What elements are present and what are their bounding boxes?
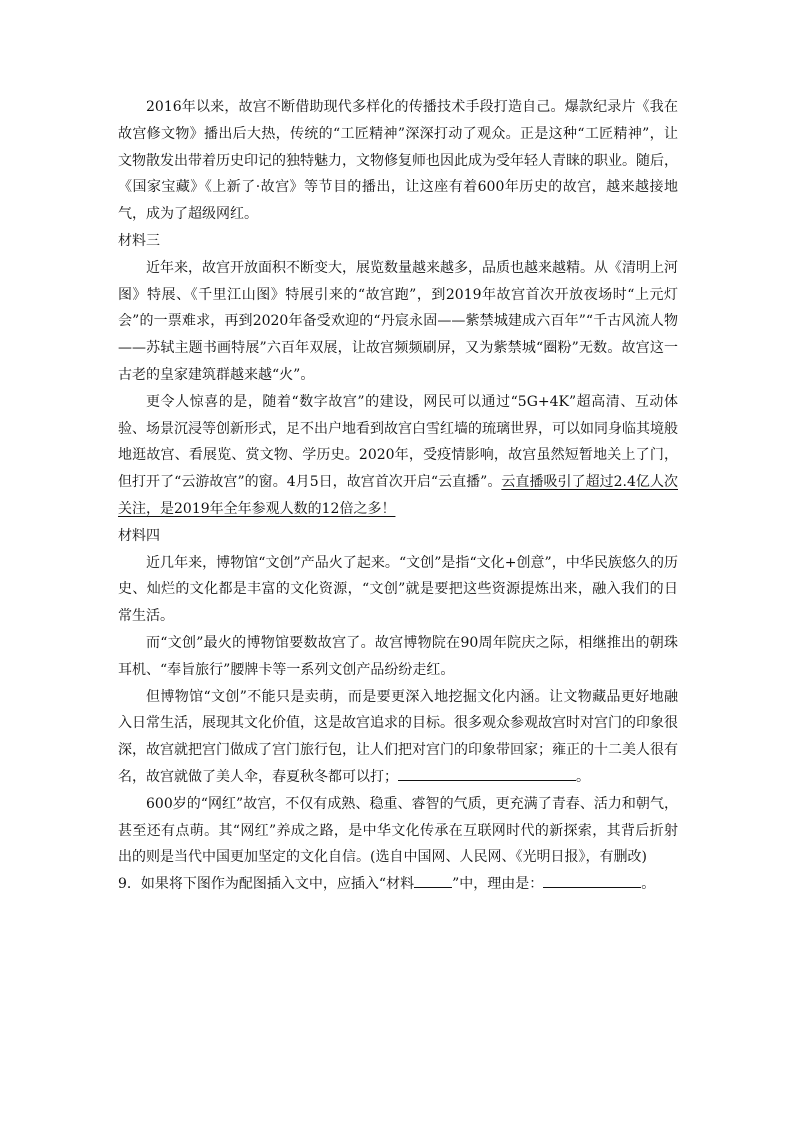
paragraph-cultural-creative: 近几年来，博物馆“文创”产品火了起来。“文创”是指“文化+创意”，中华民族悠久的历史、灿烂的文化都是丰富的文化资源，“文创”就是要把这些资源提炼出来，融入我们的日常生活。 [118,554,678,625]
paragraph-conclusion: 600岁的“网红”故宫，不仅有成熟、稳重、睿智的气质，更充满了青春、活力和朝气，甚至还有点萌。其“网红”养成之路，是中华文化传承在互联网时代的新探索，其背后折射出的则是当代中国更加坚定的文化自信。(选自中国网、人民网、《光明日报》，有删改) [118,795,678,866]
cultural-depth-text: 但博物馆“文创”不能只是卖萌，而是要更深入地挖掘文化内涵。让文物藏品更好地融入日常生活，展现其文化价值，这是故宫追求的目标。很多观众参观故宫时对宫门的印象很深，故宫就把宫门做成了宫门旅行包，让人们把对宫门的印象带回家；雍正的十二美人很有名，故宫就做了美人伞，春夏秋冬都可以打； [118,688,678,785]
paragraph-exhibitions: 近年来，故宫开放面积不断变大，展览数量越来越多，品质也越来越精。从《清明上河图》特展、《千里江山图》特展引来的“故宫跑”，到2019年故宫首次开放夜场时“上元灯会”的一票难求，再到2020年备受欢迎的“丹宸永固——紫禁城建成六百年”“千古风流人物——苏轼主题书画特展”六百年双展，让故宫频频刷屏，又为紫禁城“圈粉”无数。故宫这一古老的皇家建筑群越来越“火”。 [118,259,678,383]
material-three-heading: 材料三 [118,232,160,249]
paragraph-digital-palace [118,389,678,523]
digital-palace-text: 更令人惊喜的是，随着“数字故宫”的建设，网民可以通过“5G+4K”超高清、互动体验、场景沉浸等创新形式，足不出户地看到故宫白雪红墙的琉璃世界，可以如同身临其境般地逛故宫、看展览、赏文物、学历史。2020年，受疫情影响，故宫虽然短暂地关上了门，但打开了“云游故宫”的窗。4月5日，故宫首次开启“云直播”。 [118,393,678,491]
fill-in-blank[interactable] [398,766,576,781]
underlined-live-stream-sentence: 云直播吸引了超过2.4亿人次关注，是2019年全年参观人数的12倍之多！ [118,474,678,517]
question-9-text-a: 9．如果将下图作为配图插入文中，应插入“材料 [118,876,415,893]
material-four-heading: 材料四 [118,527,160,544]
reason-blank[interactable] [543,873,641,888]
paragraph-palace-products: 而“文创”最火的博物馆要数故宫了。故宫博物院在90周年院庆之际，相继推出的朝珠耳机、“奉旨旅行”腰牌卡等一系列文创产品纷纷走红。 [118,634,678,678]
question-9 [118,871,678,898]
paragraph-digital-promotion: 2016年以来，故宫不断借助现代多样化的传播技术手段打造自己。爆款纪录片《我在故宫修文物》播出后大热，传统的“工匠精神”深深打动了观众。正是这种“工匠精神”，让文物散发出带着历史印记的独特魅力，文物修复师也因此成为受年轻人青睐的职业。随后，《国家宝藏》《上新了·故宫》等节目的播出，让这座有着600年历史的故宫，越来越接地气，成为了超级网红。 [118,99,678,223]
paragraph-cultural-depth [118,684,678,791]
question-9-text-b: ”中，理由是： [452,876,544,893]
question-9-text-c: 。 [641,876,656,893]
cultural-depth-end: 。 [576,768,590,785]
material-number-blank[interactable] [414,873,452,888]
document-body [118,94,678,898]
